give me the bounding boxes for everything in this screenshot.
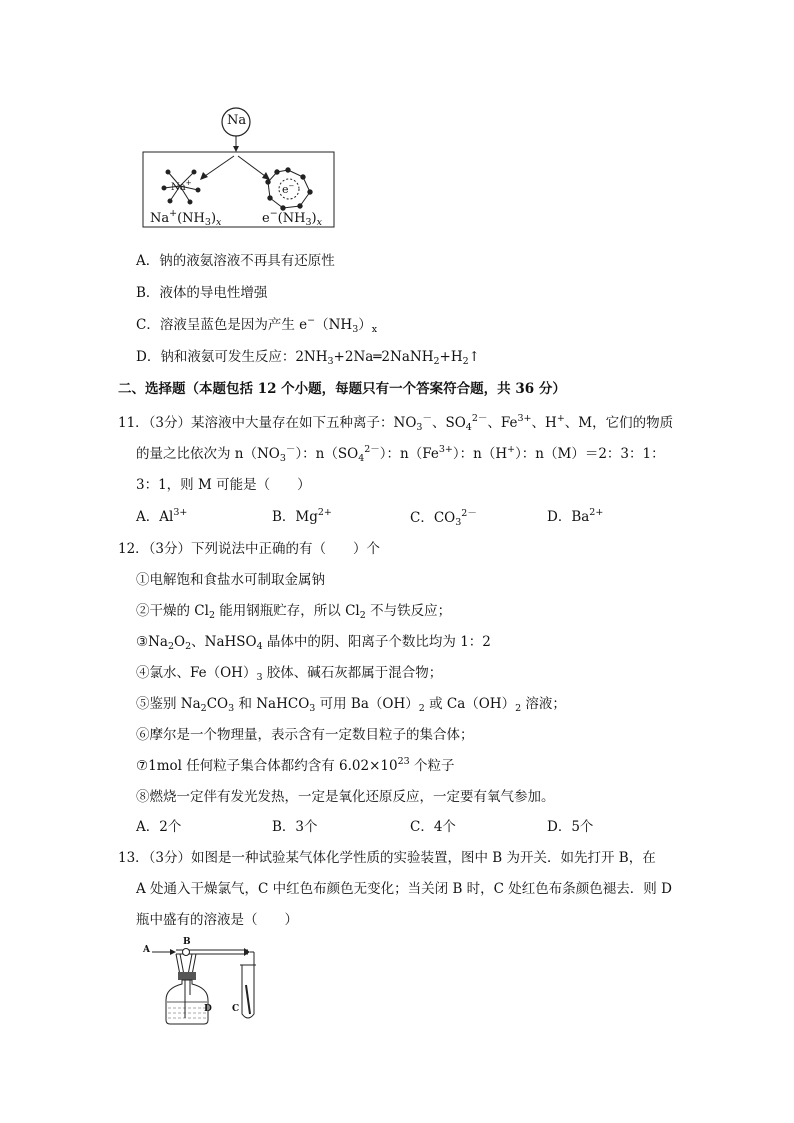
q12-option-b: B．3个 [272, 819, 318, 835]
q10-option-b: B．液体的导电性增强 [136, 285, 268, 301]
q13-line3: 瓶中盛有的溶液是（ ） [136, 912, 298, 928]
q12-statement-6: ⑥摩尔是一个物理量，表示含有一定数目粒子的集合体； [136, 727, 474, 743]
q12-option-c: C．4个 [410, 819, 456, 835]
q12-statement-8: ⑧燃烧一定伴有发光发热，一定是氧化还原反应，一定要有氧气参加。 [136, 789, 555, 805]
apparatus-label-d: D [204, 1004, 212, 1014]
q10-option-a: A．钠的液氨溶液不再具有还原性 [136, 253, 335, 269]
q12-statement-2: ②干燥的 $Cl_2$ 能用钢瓶贮存，所以 $Cl_2$ 不与铁反应； [136, 603, 452, 621]
q13-line2: A 处通入干燥氯气，C 中红色布颜色无变化；当关闭 B 时，C 处红色布条颜色褪去．则 D [136, 881, 672, 897]
apparatus-label-a: A [143, 945, 150, 955]
q11-option-c: C．$CO_3^{2-}$ [410, 508, 477, 528]
q11-line1: 11．（3分）某溶液中大量存在如下五种离子：$NO_3^-$、$SO_4^{2-}$、$Fe^{3+}$、H+、M，它们的物质 [118, 413, 674, 433]
q12-statement-5: ⑤鉴别 $Na_2CO_3$ 和 NaHCO$_3$ 可用 $Ba(OH)_2$ 或 $Ca(OH)_2$ 溶液； [136, 696, 566, 714]
electron-core-label: e− [282, 182, 295, 196]
section-title: 二、选择题（本题包括 12 个小题，每题只有一个答案符合题，共 36 分） [118, 381, 566, 397]
electron-solvate-label: $e^-(NH_3)_x$ [262, 208, 322, 228]
na-atom-label: Na [227, 113, 247, 128]
q12-stem: 12．（3分）下列说法中正确的有（ ）个 [118, 541, 381, 557]
cation-solvate-label: $Na^+(NH_3)_x$ [150, 208, 222, 228]
q10-option-c: C．溶液呈蓝色是因为产生 $e^-(NH_3)_x$ [136, 315, 378, 335]
q11-option-d: D．$Ba^{2+}$ [547, 507, 604, 525]
q11-line3: 3：1，则 M 可能是（ ） [136, 477, 311, 493]
q12-option-a: A．2个 [136, 819, 182, 835]
q12-statement-3: $③Na_2O_2$、NaHSO$_4$ 晶体中的阴、阳离子个数比均为 1：2 [136, 634, 491, 652]
q11-line2: 的量之比依次为 $n(NO_3^-)$：$n(SO_4^{2-})$：$n(Fe^{3+})$：n（H+）：n（M）＝2：3：1： [136, 444, 665, 464]
q11-option-b: B．$Mg^{2+}$ [272, 507, 332, 525]
apparatus-label-c: C [232, 1004, 240, 1014]
q10-option-d: D．钠和液氨可发生反应：$2NH_3+2Na═2NaNH_2+H_2↑$ [136, 349, 480, 367]
cation-core-label: Na+ [171, 179, 192, 193]
apparatus-label-b: B [183, 937, 191, 947]
q13-line1: 13．（3分）如图是一种试验某气体化学性质的实验装置，图中 B 为开关．如先打开 B，在 [118, 850, 656, 866]
q11-option-a: A．$Al^{3+}$ [136, 507, 188, 525]
q12-statement-7: ⑦1mol 任何粒子集合体都约含有 $6.02\times 10^{23}$ 个粒子 [136, 756, 455, 774]
q12-option-d: D．5个 [547, 819, 594, 835]
q12-statement-4: ④氯水、$Fe(OH)_3$ 胶体、碱石灰都属于混合物； [136, 665, 443, 683]
q12-statement-1: ①电解饱和食盐水可制取金属钠 [136, 572, 325, 588]
